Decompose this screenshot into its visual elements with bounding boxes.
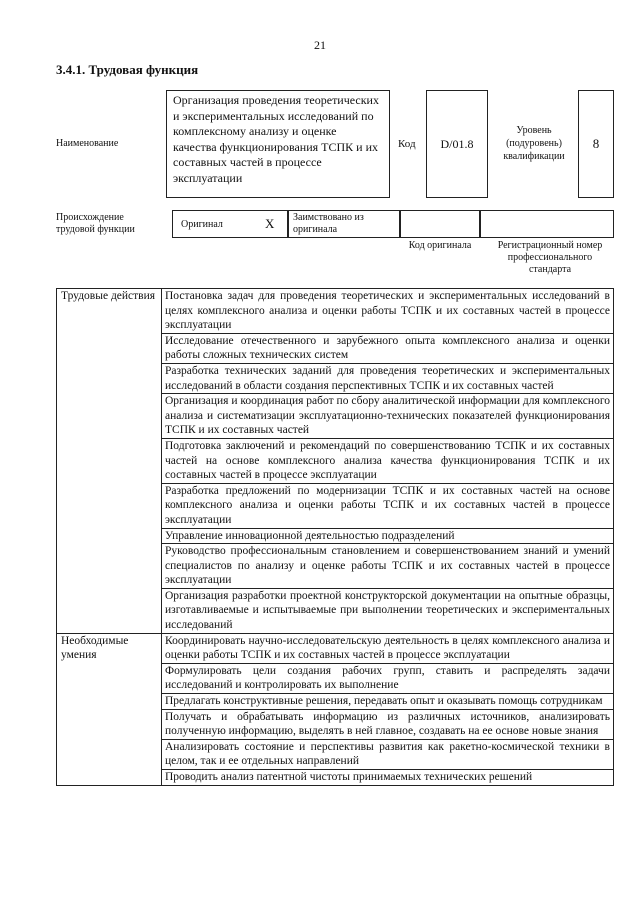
section-item: Анализировать состояние и перспективы развития как ракетно-космической техники в целом, так и ее отдельных направлений — [162, 739, 614, 769]
table-row — [57, 633, 614, 663]
code-label: Код — [398, 138, 416, 150]
section-item: Разработка предложений по модернизации ТСПК и их составных частей на основе комплексного анализа и оценки работы ТСПК и их составных частей в процессе эксплуатации — [162, 483, 614, 528]
code-original-cell — [400, 210, 480, 238]
section-item: Организация и координация работ по сбору аналитической информации для комплексного анализа и систематизации эксплуатационно-технических показателей функционирования ТСПК и их составных частей — [162, 394, 614, 439]
level-label: Уровень (подуровень) квалификации — [503, 125, 565, 162]
section-category: Необходимые умения — [57, 633, 162, 785]
section-title: 3.4.1. Трудовая функция — [56, 62, 199, 77]
section-item: Исследование отечественного и зарубежного опыта комплексного анализа и оценки работы сложных технических систем — [162, 333, 614, 363]
code-original-label: Код оригинала — [408, 240, 472, 251]
table-row — [57, 289, 614, 334]
section-category: Трудовые действия — [57, 289, 162, 634]
section-item: Формулировать цели создания рабочих групп, ставить и распределять задачи исследований и контролировать их выполнение — [162, 663, 614, 693]
name-label: Наименование — [56, 138, 119, 149]
section-item: Разработка технических заданий для проведения теоретических и экспериментальных исследований в области создания перспективных ТСПК и их составных частей — [162, 363, 614, 393]
section-item: Постановка задач для проведения теоретических и экспериментальных исследований в целях комплексного анализа и оценки работы ТСПК и их составных частей в процессе эксплуатации — [162, 289, 614, 334]
origin-original-label: Оригинал — [181, 218, 223, 230]
origin-mark: X — [265, 216, 275, 231]
section-item: Предлагать конструктивные решения, передавать опыт и оказывать помощь сотрудникам — [162, 694, 614, 710]
origin-label: Происхождение трудовой функции — [56, 212, 135, 235]
origin-original-cell — [172, 210, 288, 238]
section-item: Координировать научно-исследовательскую деятельность в целях комплексного анализа и оценки работы ТСПК и их составных частей в процессе эксплуатации — [162, 633, 614, 663]
reg-number-cell — [480, 210, 614, 238]
code-field: D/01.8 — [426, 90, 488, 198]
section-item: Проводить анализ патентной чистоты принимаемых технических решений — [162, 770, 614, 786]
function-table — [56, 288, 614, 786]
section-item: Получать и обрабатывать информацию из различных источников, анализировать полученную информацию, выделять в ней главное, создавать на ее основе новые знания — [162, 709, 614, 739]
section-item: Руководство профессиональным становлением и совершенствованием знаний и умений специалистов по анализу и оценке работы ТСПК и их составных частей в процессе эксплуатации — [162, 544, 614, 589]
level-field: 8 — [578, 90, 614, 198]
page-number: 21 — [314, 38, 326, 52]
section-item: Управление инновационной деятельностью подразделений — [162, 528, 614, 544]
section-item: Подготовка заключений и рекомендаций по совершенствованию ТСПК и их составных частей на основе комплексного анализа качества функционирования ТСПК и их составных частей в процессе эксплуатации — [162, 438, 614, 483]
reg-number-label: Регистрационный номер профессионального стандарта — [497, 240, 603, 275]
function-name-field: Организация проведения теоретических и экспериментальных исследований по комплексному анализу и оценке качества функционирования ТСПК и их составных частей в процессе эксплуатации — [166, 90, 390, 198]
section-item: Организация разработки проектной конструкторской документации на опытные образцы, изготавливаемые и испытываемые при выполнении теоретических и экспериментальных исследований — [162, 588, 614, 633]
origin-row — [172, 210, 614, 238]
origin-borrowed-cell: Заимствовано из оригинала — [288, 210, 400, 238]
